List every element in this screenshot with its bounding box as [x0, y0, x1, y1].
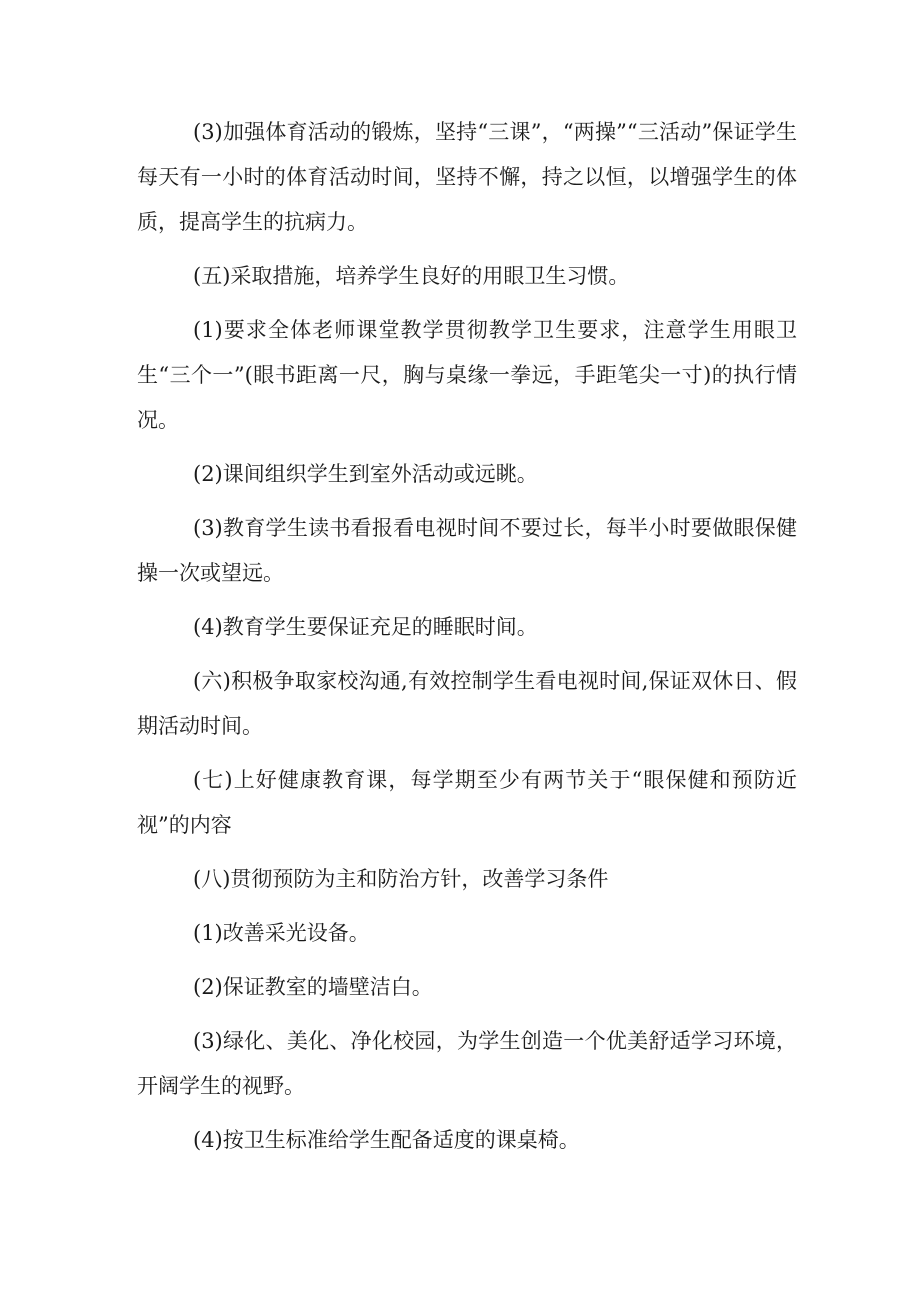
- paragraph: (2)保证教室的墙壁洁白。: [193, 975, 433, 999]
- paragraph: (2)课间组织学生到室外活动或远眺。: [193, 462, 538, 486]
- section-heading: (五)采取措施，培养学生良好的用眼卫生习惯。: [193, 264, 630, 288]
- paragraph: (1)改善采光设备。: [193, 921, 370, 945]
- paragraph: (3)加强体育活动的锻炼，坚持“三课”，“两操”“三活动”保证学生每天有一小时的体育活动时间，坚持不懈，持之以恒，以增强学生的体质，提高学生的抗病力。: [137, 120, 797, 234]
- paragraph: (4)按卫生标准给学生配备适度的课桌椅。: [193, 1128, 580, 1152]
- section-heading: (八)贯彻预防为主和防治方针，改善学习条件: [193, 867, 609, 891]
- paragraph: (3)绿化、美化、净化校园，为学生创造一个优美舒适学习环境，开阔学生的视野。: [137, 1029, 797, 1098]
- document-body: [137, 110, 797, 1172]
- paragraph: (1)要求全体老师课堂教学贯彻教学卫生要求，注意学生用眼卫生“三个一”(眼书距离一尺，胸与桌缘一拳远，手距笔尖一寸)的执行情况。: [137, 318, 797, 432]
- paragraph: (4)教育学生要保证充足的睡眠时间。: [193, 615, 538, 639]
- section-heading: (六)积极争取家校沟通,有效控制学生看电视时间,保证双休日、假期活动时间。: [137, 669, 797, 738]
- section-heading: (七)上好健康教育课，每学期至少有两节关于“眼保健和预防近视”的内容: [137, 768, 797, 837]
- paragraph: (3)教育学生读书看报看电视时间不要过长，每半小时要做眼保健操一次或望远。: [137, 516, 797, 585]
